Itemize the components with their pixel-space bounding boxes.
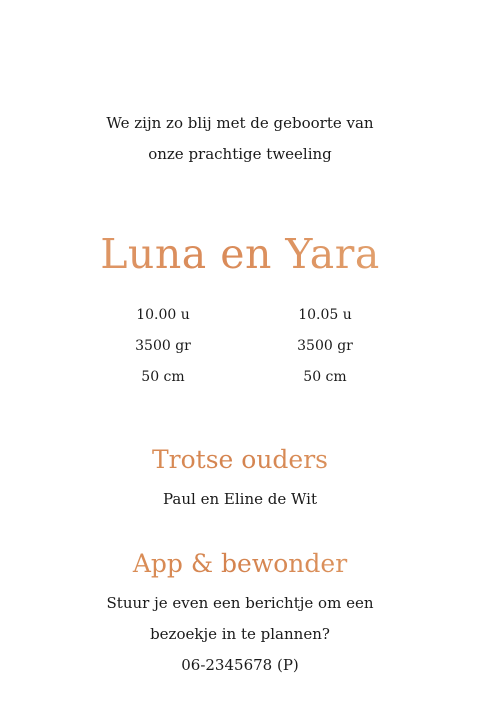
birth-time-right: 10.05 u	[298, 307, 352, 323]
birth-time-left: 10.00 u	[136, 307, 190, 323]
parents-names: Paul en Eline de Wit	[163, 490, 317, 508]
phone-number: 06-2345678 (P)	[181, 656, 299, 674]
app-line-2: bezoekje in te plannen?	[150, 625, 330, 643]
birth-weight-right: 3500 gr	[297, 338, 353, 354]
app-line-1: Stuur je even een berichtje om een	[106, 594, 374, 612]
birth-weight-left: 3500 gr	[135, 338, 191, 354]
app-heading: App & bewonder	[0, 547, 480, 581]
intro-line-1: We zijn zo blij met de geboorte van	[106, 114, 374, 132]
birth-details-right	[275, 300, 375, 393]
parents-heading: Trotse ouders	[0, 443, 480, 477]
intro-line-2: onze prachtige tweeling	[148, 145, 332, 163]
app-text	[0, 588, 480, 681]
baby-names-title: Luna en Yara	[0, 226, 480, 282]
birth-length-left: 50 cm	[141, 369, 185, 385]
intro-text	[0, 108, 480, 170]
birth-details-left	[113, 300, 213, 393]
birth-length-right: 50 cm	[303, 369, 347, 385]
